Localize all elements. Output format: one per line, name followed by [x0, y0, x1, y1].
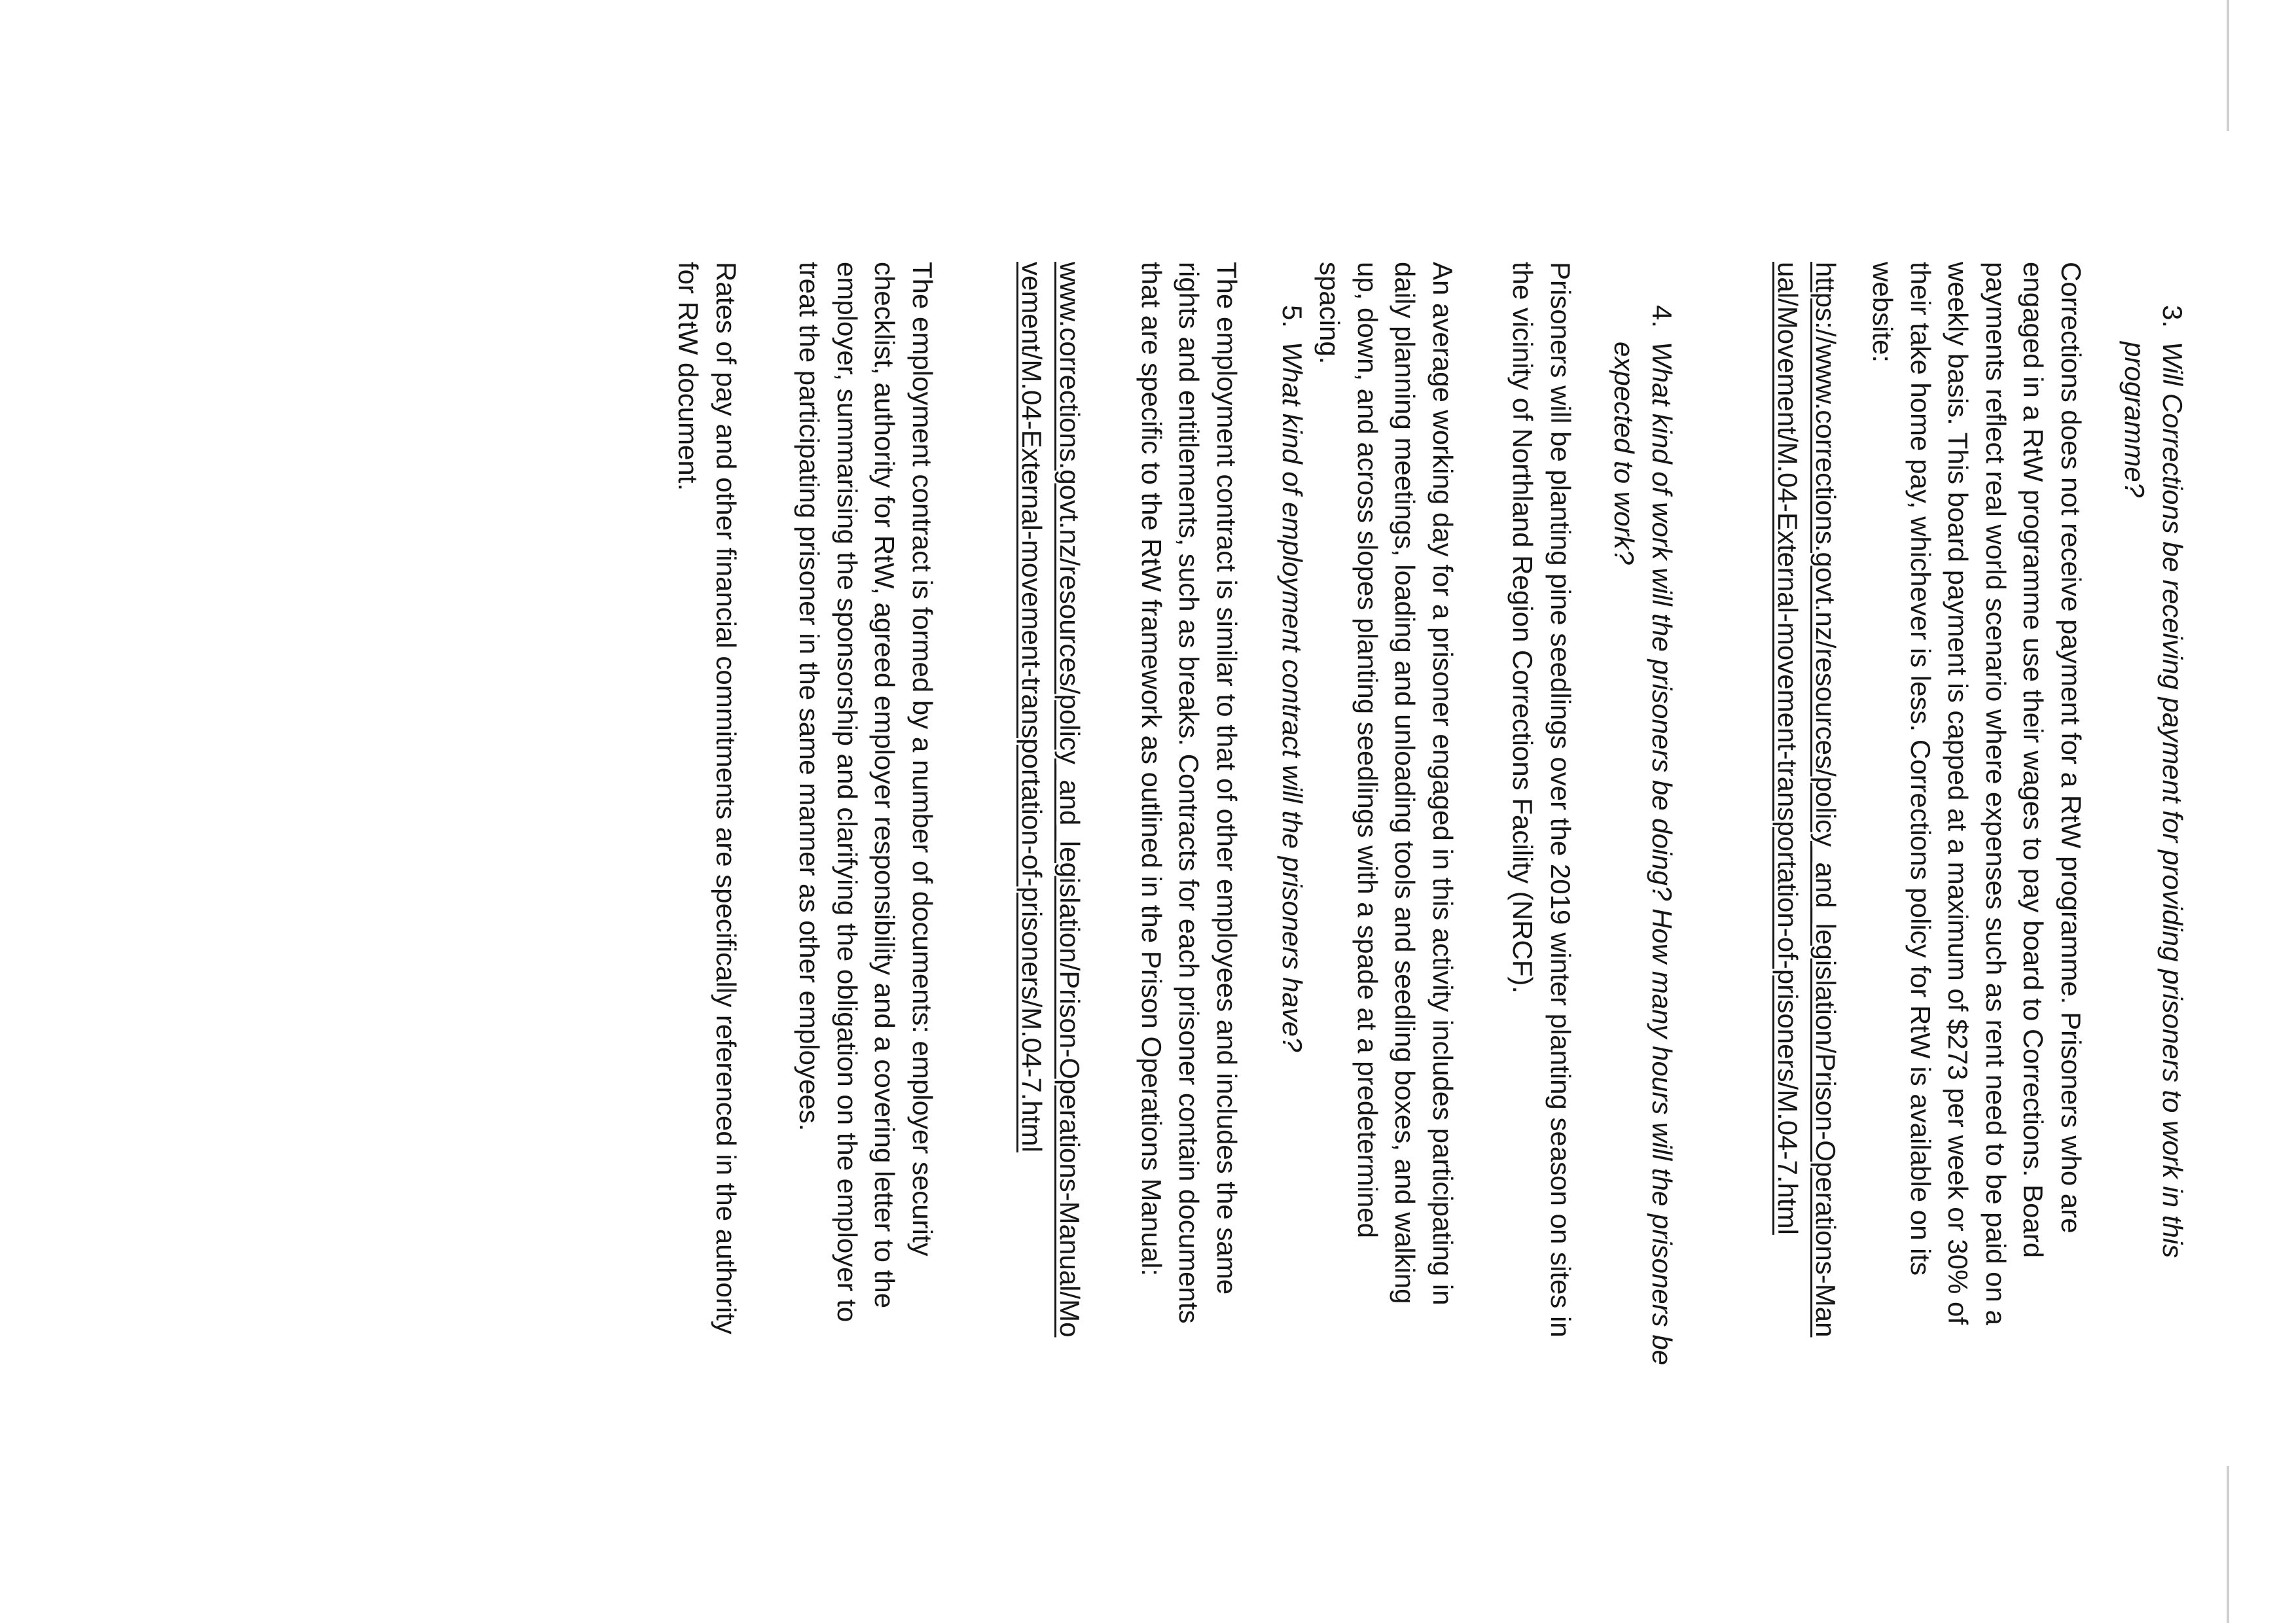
question-text: What kind of work will the prisoners be doing? How many hours will the prisoners be expected to work? — [1609, 342, 1677, 1366]
paragraph: An average working day for a prisoner engaged in this activity includes participating in daily planning meetings, loading and unloading tools and seedling boxes, and walking up, down, and across slopes planting seedlings with a spade at a predetermined spacing. — [1314, 262, 1458, 1306]
question-text: Will Corrections be receiving payment for providing prisoners to work in this programme? — [2119, 342, 2188, 1258]
question-5 — [1274, 305, 1312, 1376]
scan-edge-mark — [2227, 1466, 2229, 1623]
policy-link-paragraph — [1769, 262, 1844, 1342]
policy-link[interactable]: www.corrections.govt.nz/resources/policy_and_legislation/Prison-Operations-Manual/Movement/M.04-External-movement-transportation-of-prisoners/M.04-7.html — [1016, 262, 1085, 1338]
paragraph: The employment contract is formed by a number of documents: employer security checklist, authority for RtW, agreed employer responsibility and a covering letter to the employer, summarising the sponsorship and clarifying the obligation on the employer to treat the participating prisoner in the same manner as other employees. — [794, 262, 938, 1323]
paragraph: Prisoners will be planting pine seedlings over the 2019 winter planting season on sites in the vicinity of Northland Region Corrections Facility (NRCF). — [1507, 262, 1576, 1338]
question-text: What kind of employment contract will the prisoners have? — [1277, 342, 1308, 1052]
question-number: 3. — [2157, 305, 2188, 329]
question-number: 4. — [1647, 305, 1677, 329]
question-number: 5. — [1277, 305, 1308, 329]
paragraph: The employment contract is similar to that of other employees and includes the same rights and entitlements, such as breaks. Contracts for each prisoner contain documents that are specific to the RtW framework as outlined in the Prison Operations Manual: — [1136, 262, 1242, 1324]
policy-link-paragraph — [1013, 262, 1088, 1342]
paragraph: Corrections does not receive payment for a RtW programme. Prisoners who are engaged in a RtW programme use their wages to pay board to Corrections. Board payments reflect real world scenario where expenses such as rent need to be paid on a weekly basis. This board payment is capped at a maximum of $273 per week or 30% of their take home pay, whichever is less. Corrections policy for RtW is available on its website: — [1867, 262, 2087, 1325]
question-3 — [2116, 305, 2191, 1376]
policy-link[interactable]: https://www.corrections.govt.nz/resources/policy_and_legislation/Prison-Operations-Manual/Movement/M.04-External-movement-transportation-of-prisoners/M.04-7.html — [1772, 262, 1841, 1338]
question-4 — [1605, 305, 1681, 1376]
paragraph: Rates of pay and other financial commitments are specifically referenced in the authority for RtW document. — [673, 262, 742, 1334]
scan-edge-mark — [2227, 0, 2229, 131]
